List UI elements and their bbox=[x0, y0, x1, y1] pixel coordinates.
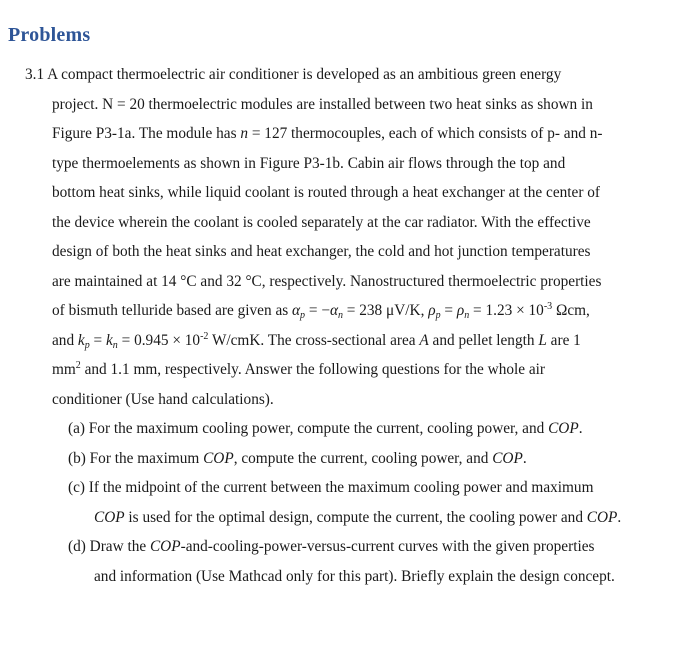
problem-line-9: of bismuth telluride based are given as $\alpha_p = -\alpha_n = 238$ μV/K, $\rho_p = \rho_n = 1.23 \times 10^{-3}$ Ωcm, bbox=[52, 301, 590, 321]
problem-line-2: project. N = 20 thermoelectric modules are installed between two heat sinks as shown in bbox=[52, 95, 593, 113]
problem-line-11: $mm^2$ and 1.1 mm, respectively. Answer the following questions for the whole air bbox=[52, 360, 545, 378]
problem-line-7: design of both the heat sinks and heat exchanger, the cold and hot junction temperatures bbox=[52, 243, 591, 260]
problem-line-12: conditioner (Use hand calculations). bbox=[52, 390, 274, 408]
problem-line-6: the device wherein the coolant is cooled separately at the car radiator. With the effective bbox=[52, 213, 591, 231]
problem-text: A compact thermoelectric air conditioner is developed as an ambitious green energy bbox=[47, 66, 562, 83]
section-heading: Problems bbox=[8, 24, 91, 46]
problem-line-1 bbox=[25, 64, 561, 86]
problem-line-5: bottom heat sinks, while liquid coolant is routed through a heat exchanger at the center of bbox=[52, 184, 600, 201]
problem-number: 3.1 bbox=[25, 66, 45, 83]
problem-line-3: Figure P3-1a. The module has n = 127 thermocouples, each of which consists of p- and n- bbox=[52, 125, 603, 142]
part-b: (b) For the maximum COP, compute the current, cooling power, and COP. bbox=[68, 449, 527, 467]
part-a: (a) For the maximum cooling power, compute the current, cooling power, and COP. bbox=[68, 420, 583, 437]
part-c-line-1: (c) If the midpoint of the current between the maximum cooling power and maximum bbox=[68, 479, 594, 496]
part-c-line-2: COP is used for the optimal design, compute the current, the cooling power and COP. bbox=[94, 508, 622, 526]
problem-line-8: are maintained at 14 °C and 32 °C, respectively. Nanostructured thermoelectric properties bbox=[52, 272, 602, 290]
problem-line-4: type thermoelements as shown in Figure P3-1b. Cabin air flows through the top and bbox=[52, 154, 566, 172]
part-d-line-2: and information (Use Mathcad only for this part). Briefly explain the design concept. bbox=[94, 567, 615, 585]
part-d-line-1: (d) Draw the COP-and-cooling-power-versus-current curves with the given properties bbox=[68, 538, 595, 555]
problem-line-10: and $k_p = k_n = 0.945 \times 10^{-2}$ W/cmK. The cross-sectional area A and pellet length L are 1 bbox=[52, 330, 581, 351]
